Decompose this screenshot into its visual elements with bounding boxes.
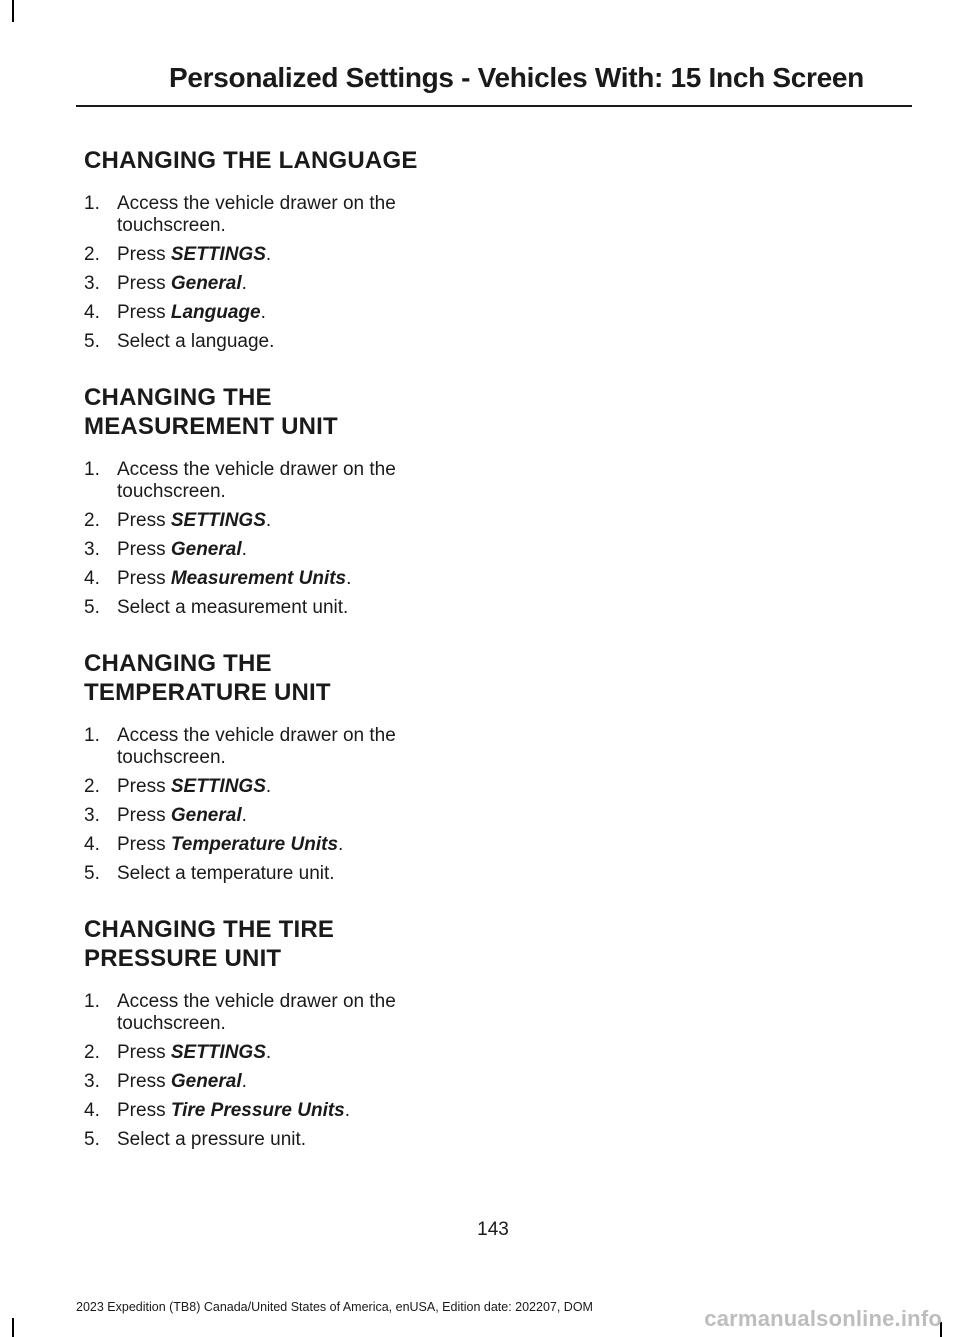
page-number: 143 xyxy=(477,1219,509,1240)
step-list xyxy=(84,459,464,619)
list-item xyxy=(84,539,464,561)
step-text: Press General. xyxy=(117,805,247,826)
step-number: 2. xyxy=(84,1042,100,1063)
step-text: Press SETTINGS. xyxy=(117,776,272,797)
list-item xyxy=(84,244,464,266)
step-number: 4. xyxy=(84,1100,100,1121)
step-number: 1. xyxy=(84,725,100,746)
crop-mark-bottom-left xyxy=(12,1318,14,1337)
step-text: Press SETTINGS. xyxy=(117,1042,272,1063)
footer-edition-text: 2023 Expedition (TB8) Canada/United States of America, enUSA, Edition date: 202207, DOM xyxy=(76,1300,593,1314)
step-number: 5. xyxy=(84,597,100,618)
step-text: Press SETTINGS. xyxy=(117,244,272,265)
step-number: 3. xyxy=(84,805,100,826)
step-number: 3. xyxy=(84,539,100,560)
step-text: Access the vehicle drawer on the touchscreen. xyxy=(117,193,396,236)
step-number: 5. xyxy=(84,863,100,884)
list-item xyxy=(84,510,464,532)
step-list xyxy=(84,725,464,885)
step-text: Press Temperature Units. xyxy=(117,834,344,855)
section-heading: CHANGING THE MEASUREMENT UNIT xyxy=(84,384,338,440)
step-list xyxy=(84,991,464,1151)
list-item xyxy=(84,863,464,885)
step-number: 3. xyxy=(84,1071,100,1092)
step-number: 1. xyxy=(84,991,100,1012)
list-item xyxy=(84,193,464,237)
step-text: Access the vehicle drawer on the touchscreen. xyxy=(117,725,396,768)
step-text: Press General. xyxy=(117,1071,247,1092)
list-item xyxy=(84,302,464,324)
list-item xyxy=(84,568,464,590)
list-item xyxy=(84,459,464,503)
list-item xyxy=(84,273,464,295)
crop-mark-top-left xyxy=(12,0,14,22)
list-item xyxy=(84,1042,464,1064)
section xyxy=(84,649,464,885)
step-text: Access the vehicle drawer on the touchscreen. xyxy=(117,991,396,1034)
section-heading: CHANGING THE TIRE PRESSURE UNIT xyxy=(84,916,335,972)
step-text: Press General. xyxy=(117,539,247,560)
list-item xyxy=(84,1129,464,1151)
step-number: 3. xyxy=(84,273,100,294)
section xyxy=(84,383,464,619)
step-number: 4. xyxy=(84,302,100,323)
step-text: Press Language. xyxy=(117,302,266,323)
list-item xyxy=(84,834,464,856)
step-text: Select a measurement unit. xyxy=(117,597,349,618)
header-rule xyxy=(76,105,912,107)
step-text: Press SETTINGS. xyxy=(117,510,272,531)
list-item xyxy=(84,991,464,1035)
list-item xyxy=(84,331,464,353)
step-number: 2. xyxy=(84,510,100,531)
step-number: 1. xyxy=(84,459,100,480)
step-list xyxy=(84,193,464,353)
step-text: Press General. xyxy=(117,273,247,294)
step-text: Select a pressure unit. xyxy=(117,1129,307,1150)
step-number: 5. xyxy=(84,1129,100,1150)
list-item xyxy=(84,725,464,769)
main-content xyxy=(84,146,464,1181)
list-item xyxy=(84,1071,464,1093)
step-text: Press Measurement Units. xyxy=(117,568,352,589)
list-item xyxy=(84,597,464,619)
list-item xyxy=(84,805,464,827)
step-text: Select a language. xyxy=(117,331,275,352)
list-item xyxy=(84,776,464,798)
step-text: Press Tire Pressure Units. xyxy=(117,1100,351,1121)
step-number: 2. xyxy=(84,776,100,797)
section xyxy=(84,146,464,353)
step-number: 4. xyxy=(84,834,100,855)
list-item xyxy=(84,1100,464,1122)
section xyxy=(84,915,464,1151)
step-number: 1. xyxy=(84,193,100,214)
step-text: Select a temperature unit. xyxy=(117,863,335,884)
page-header-title: Personalized Settings - Vehicles With: 15 Inch Screen xyxy=(169,62,864,93)
step-number: 2. xyxy=(84,244,100,265)
section-heading: CHANGING THE TEMPERATURE UNIT xyxy=(84,650,331,706)
step-text: Access the vehicle drawer on the touchscreen. xyxy=(117,459,396,502)
section-heading: CHANGING THE LANGUAGE xyxy=(84,147,418,174)
watermark: carmanualsonline.info xyxy=(704,1306,942,1331)
step-number: 5. xyxy=(84,331,100,352)
step-number: 4. xyxy=(84,568,100,589)
